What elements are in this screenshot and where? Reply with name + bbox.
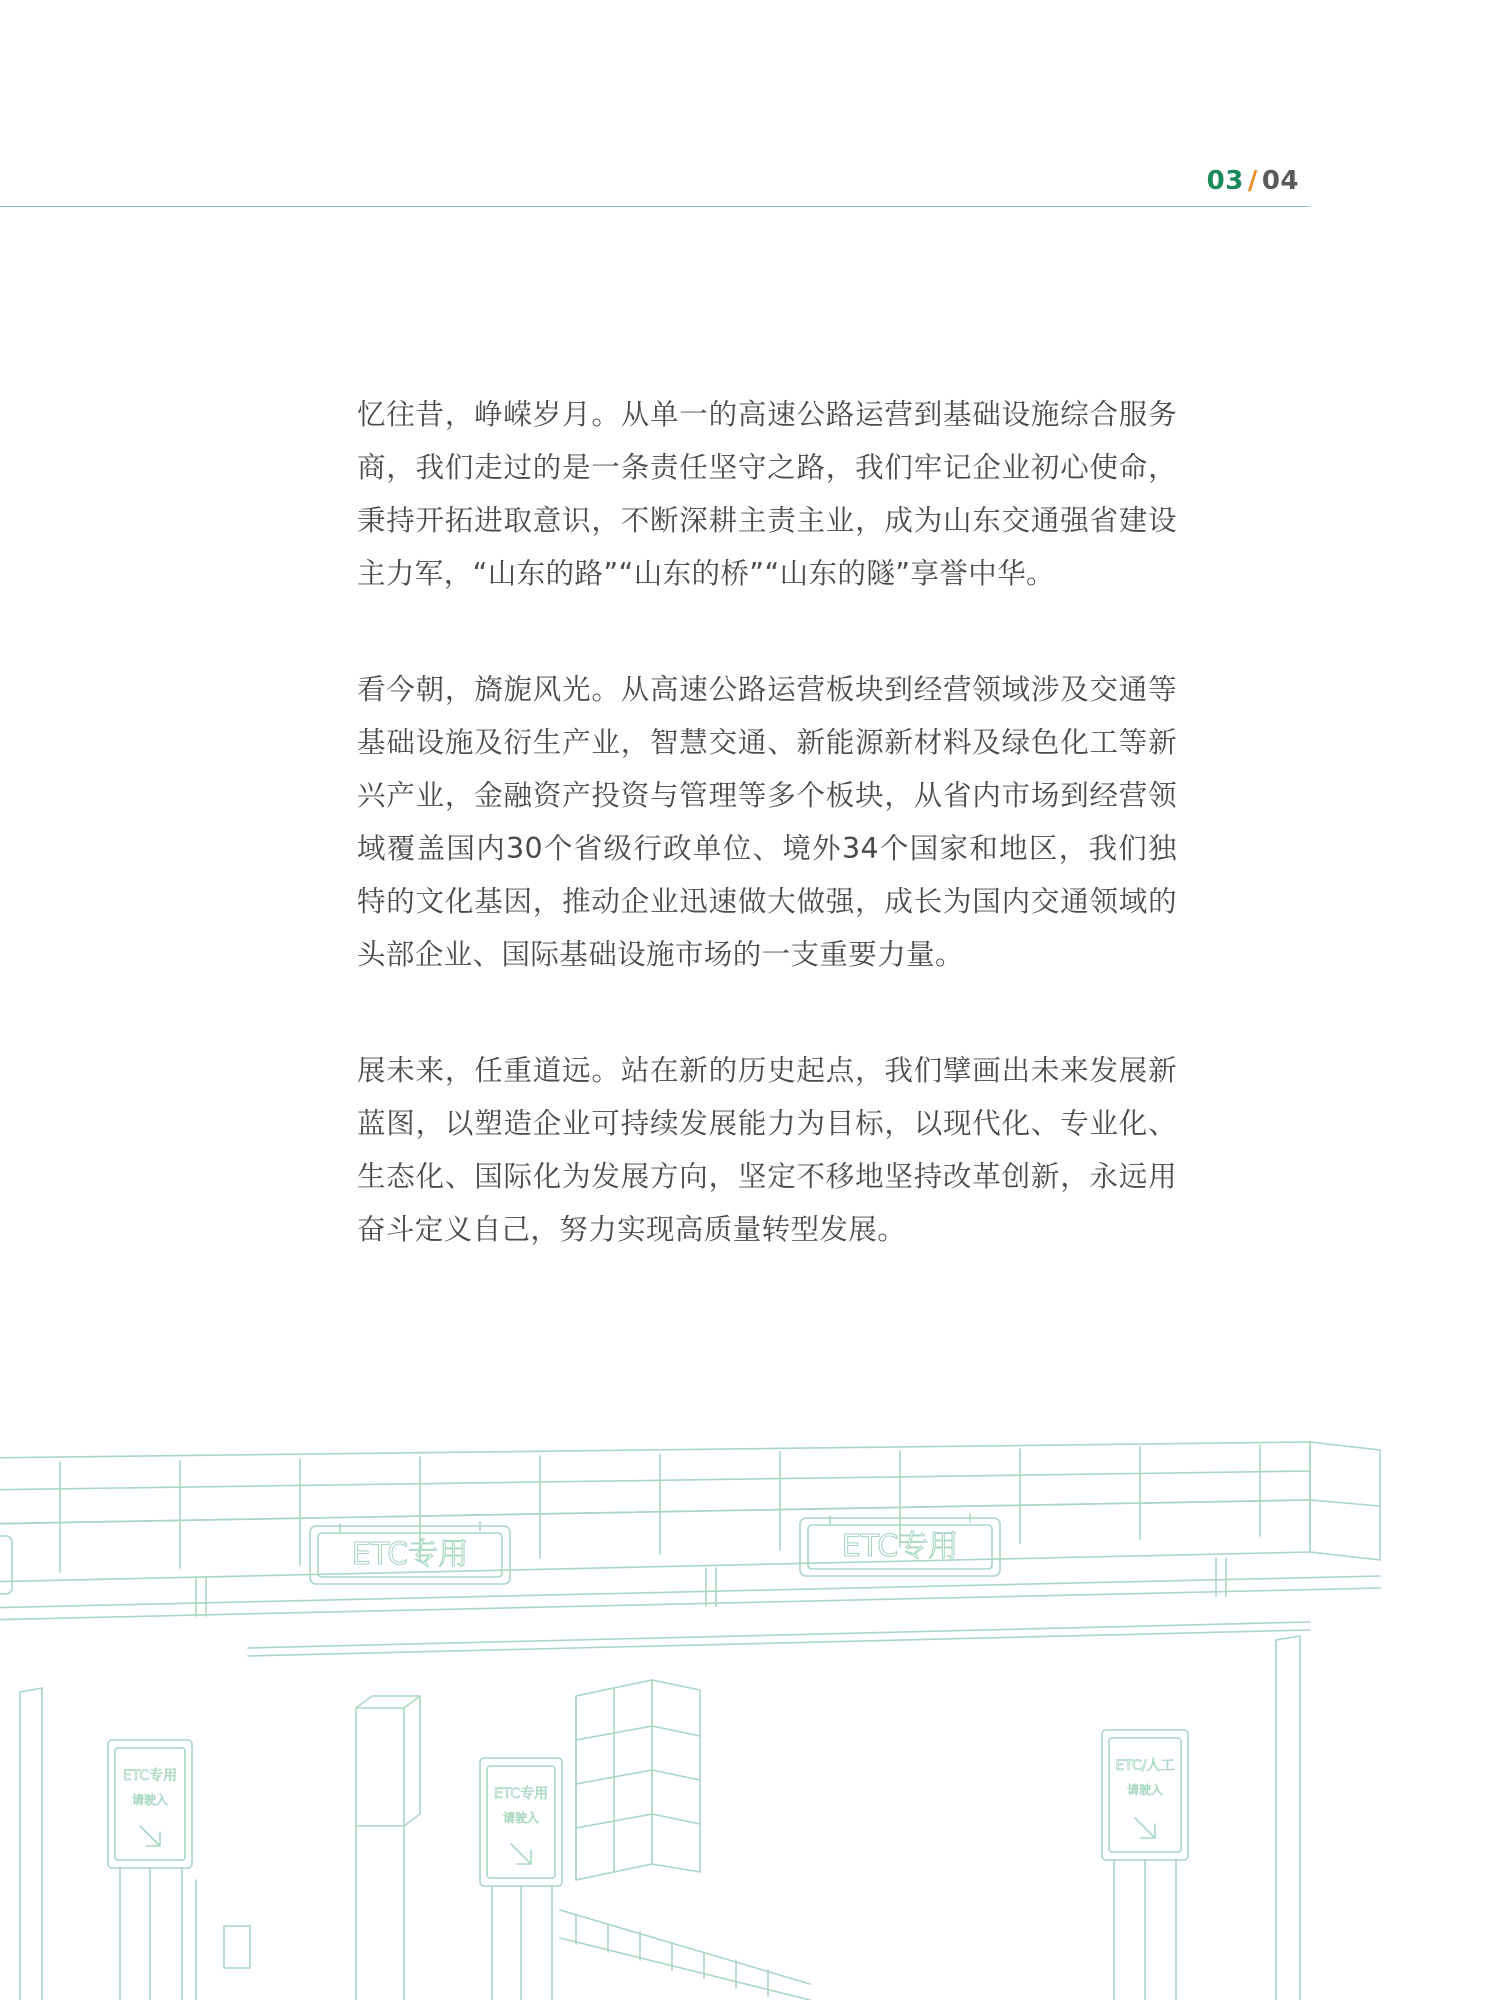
guardrail xyxy=(560,1910,810,2000)
folio-separator: / xyxy=(1247,166,1258,196)
booth-1-label-2: 请驶入 xyxy=(131,1793,169,1807)
toll-booth-3 xyxy=(1102,1730,1188,2000)
sign-hangers xyxy=(340,1514,970,1532)
toll-gantry-illustration xyxy=(0,1440,1490,2000)
canopy-structure xyxy=(0,1442,1380,1582)
paragraph-2: 看今朝，旖旎风光。从高速公路运营板块到经营领域涉及交通等基础设施及衍生产业，智慧交通、新能源新材料及绿色化工等新兴产业，金融资产投资与管理等多个板块，从省内市场到经营领域覆盖国内30个省级行政单位、境外34个国家和地区，我们独特的文化基因，推动企业迅速做大做强，成长为国内交通领域的头部企业、国际基础设施市场的一支重要力量。 xyxy=(357,673,1177,971)
paragraph-3: 展未来，任重道远。站在新的历史起点，我们擘画出未来发展新蓝图，以塑造企业可持续发展能力为目标，以现代化、专业化、生态化、国际化为发展方向，坚定不移地坚持改革创新，永远用奋斗定义自己，努力实现高质量转型发展。 xyxy=(357,1054,1177,1246)
article-body xyxy=(357,388,1177,1256)
gantry-sign-right-label: ETC专用 xyxy=(841,1529,959,1564)
lane-lines xyxy=(248,1622,1310,1656)
gantry-sign-right xyxy=(800,1518,1000,1576)
gantry-sign-left xyxy=(310,1526,510,1584)
gantry-columns xyxy=(196,1558,1226,1616)
toll-booth-2 xyxy=(356,1696,562,2000)
page-header xyxy=(0,168,1310,194)
booth-1-label-1: ETC专用 xyxy=(122,1768,178,1784)
folio-current: 03 xyxy=(1206,166,1244,196)
paragraph-1: 忆往昔，峥嵘岁月。从单一的高速公路运营到基础设施综合服务商，我们走过的是一条责任坚守之路，我们牢记企业初心使命，秉持开拓进取意识，不断深耕主责主业，成为山东交通强省建设主力军，“山东的路”“山东的桥”“山东的隧”享誉中华。 xyxy=(357,398,1177,590)
gantry-sign-edge-label xyxy=(0,1549,1,1584)
gantry-sign-edge xyxy=(0,1536,12,1594)
page-folio xyxy=(1207,168,1310,194)
control-tower xyxy=(576,1680,700,1880)
toll-booth-1 xyxy=(20,1688,250,2000)
folio-total: 04 xyxy=(1261,166,1299,196)
header-divider xyxy=(0,206,1310,207)
right-column xyxy=(1276,1636,1300,2000)
booth-2-label-2: 请驶入 xyxy=(502,1811,540,1825)
illustration-svg xyxy=(0,1440,1490,2000)
booth-2-label-1: ETC专用 xyxy=(493,1786,549,1802)
support-beam xyxy=(0,1576,1380,1620)
booth-3-label-1: ETC/人工 xyxy=(1115,1758,1175,1774)
booth-3-label-2: 请驶入 xyxy=(1126,1783,1164,1797)
gantry-sign-left-label: ETC专用 xyxy=(351,1537,469,1572)
